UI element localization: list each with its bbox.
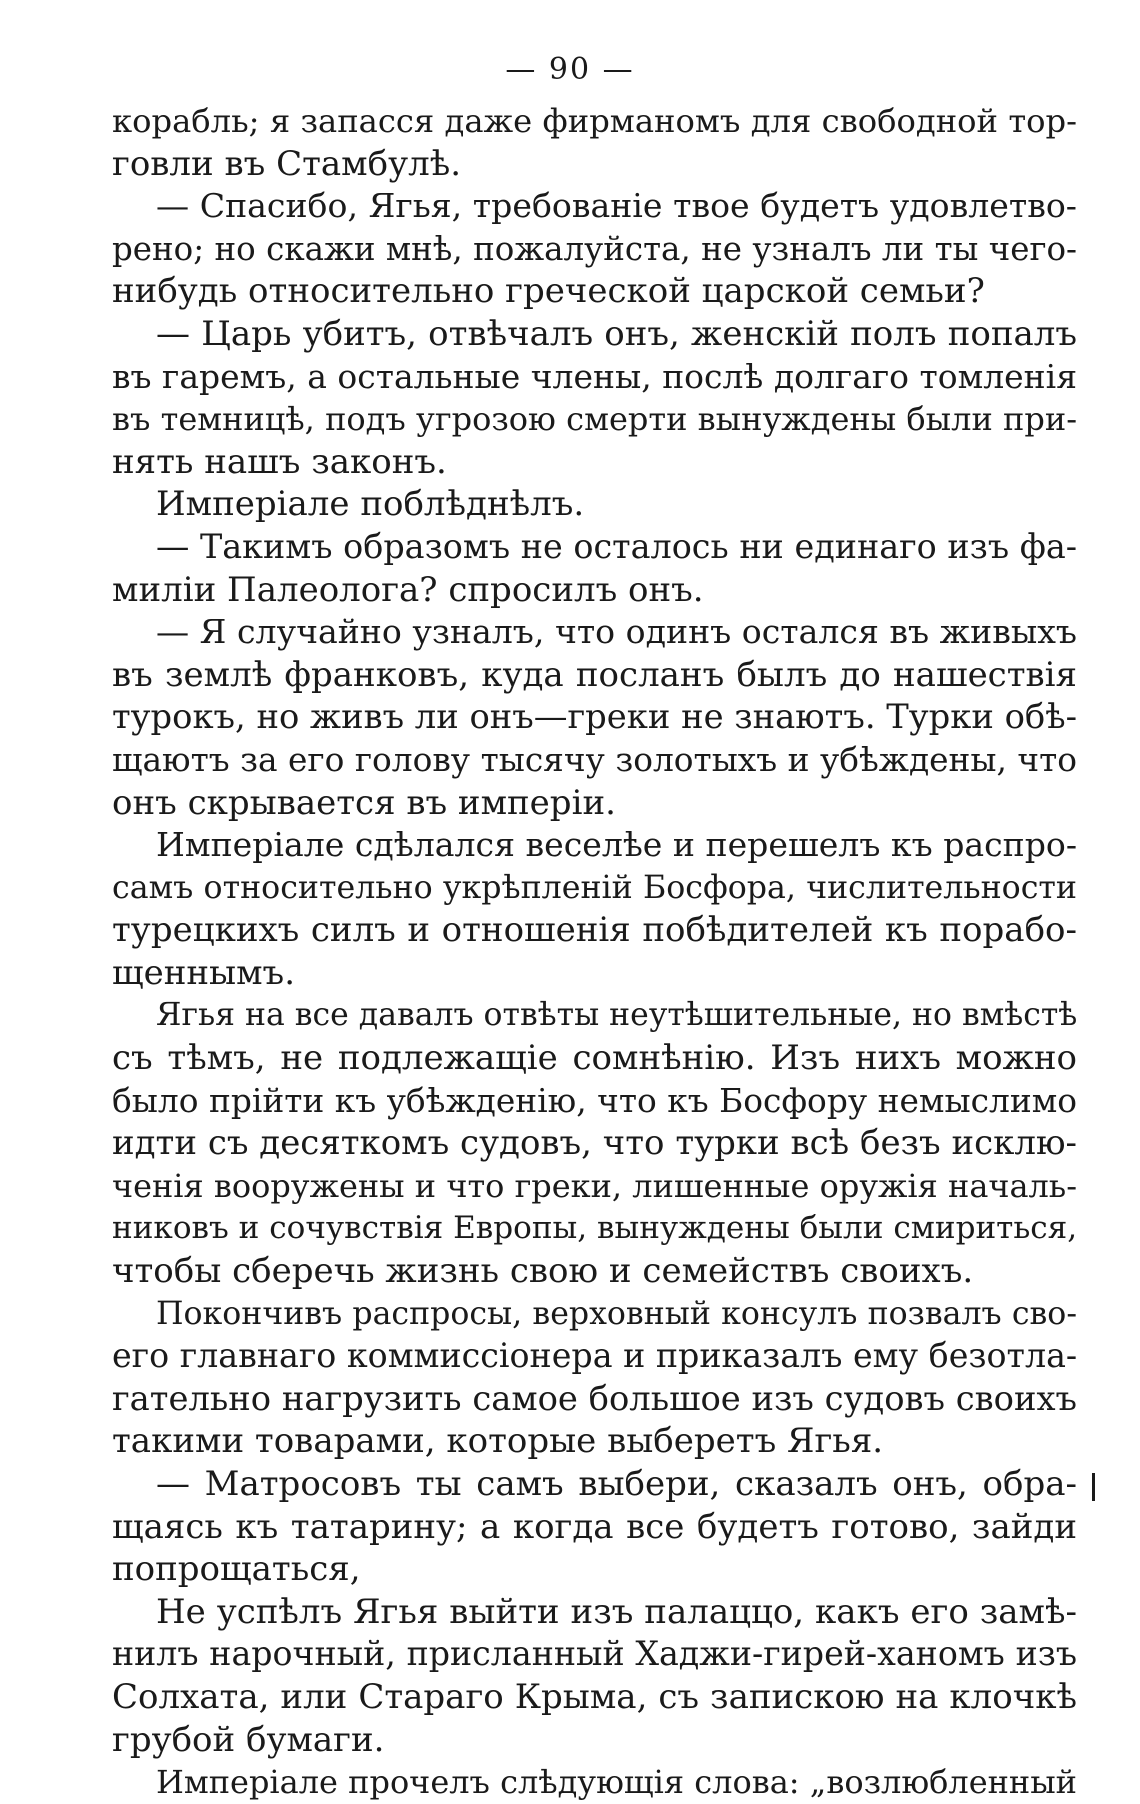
text-line: миліи Палеолога? спросилъ онъ. — [112, 569, 704, 610]
text-line: было прійти къ убѣжденію, что къ Босфору немыслимо — [112, 1081, 1077, 1120]
text-line: въ темницѣ, подъ угрозою смерти вынуждены были при- — [112, 400, 1077, 439]
text-line: чтобы сберечь жизнь свою и семействъ своихъ. — [112, 1251, 974, 1292]
text-line: нилъ нарочный, присланный Хаджи-гирей-ханомъ изъ — [112, 1634, 1077, 1674]
text-line: — Я случайно узналъ, что одинъ остался въ живыхъ — [156, 612, 1077, 652]
text-line: щаясь къ татарину; а когда все будетъ готово, зайди — [112, 1506, 1077, 1547]
text-line: турокъ, но живъ ли онъ—греки не знаютъ. Турки обѣ- — [112, 697, 1077, 737]
text-line: въ землѣ франковъ, куда посланъ былъ до нашествія — [112, 654, 1077, 695]
page-number: — 90 — — [505, 52, 635, 87]
text-line: Солхата, или Стараго Крыма, съ запискою на клочкѣ — [112, 1676, 1077, 1717]
text-line: его главнаго коммиссіонера и приказалъ ему безотла- — [112, 1336, 1078, 1376]
text-line: Имперіале поблѣднѣлъ. — [156, 484, 585, 525]
text-line: никовъ и сочувствія Европы, вынуждены были смириться, — [112, 1210, 1078, 1247]
text-line: самъ относительно укрѣпленій Босфора, числительности — [112, 869, 1077, 906]
body-text — [112, 100, 1077, 1804]
text-line: ченія вооружены и что греки, лишенные оружія началь- — [112, 1166, 1077, 1205]
text-line: говли въ Стамбулѣ. — [112, 143, 461, 184]
text-line: Покончивъ распросы, верховный консулъ позвалъ сво- — [156, 1295, 1077, 1332]
text-line: рено; но скажи мнѣ, пожалуйста, не узналъ ли ты чего- — [112, 229, 1077, 268]
text-line: щаютъ за его голову тысячу золотыхъ и убѣждены, что — [112, 740, 1077, 779]
text-line: щеннымъ. — [112, 952, 295, 993]
text-line: корабль; я запасся даже фирманомъ для свободной тор- — [112, 102, 1077, 140]
text-line: Ягья на все давалъ отвѣты неутѣшительные, но вмѣстѣ — [156, 997, 1078, 1034]
text-line: идти съ десяткомъ судовъ, что турки всѣ безъ исклю- — [112, 1123, 1077, 1164]
text-line: въ гаремъ, а остальные члены, послѣ долгаго томленія — [112, 356, 1077, 396]
text-line: Имперіале прочелъ слѣдующія слова: „возлюбленный — [156, 1763, 1077, 1802]
text-line: попрощаться, — [112, 1549, 361, 1590]
text-line: Не успѣлъ Ягья выйти изъ палаццо, какъ его замѣ- — [156, 1591, 1077, 1632]
text-line: съ тѣмъ, не подлежащіе сомнѣнію. Изъ нихъ можно — [112, 1038, 1077, 1079]
text-line: грубой бумаги. — [112, 1719, 385, 1760]
margin-mark — [1092, 1473, 1095, 1501]
text-line: турецкихъ силъ и отношенія побѣдителей къ порабо- — [112, 910, 1077, 951]
text-line: — Спасибо, Ягья, требованіе твое будетъ удовлетво- — [156, 186, 1077, 226]
text-line: — Такимъ образомъ не осталось ни единаго изъ фа- — [156, 526, 1077, 566]
text-line: — Царь убитъ, отвѣчалъ онъ, женскій полъ попалъ — [156, 313, 1077, 354]
text-line: нять нашъ законъ. — [112, 441, 447, 482]
text-line: такими товарами, которые выберетъ Ягья. — [112, 1421, 884, 1462]
text-line: гательно нагрузить самое большое изъ судовъ своихъ — [112, 1378, 1077, 1418]
text-line: нибудь относительно греческой царской семьи? — [112, 271, 985, 312]
text-line: Имперіале сдѣлался веселѣе и перешелъ къ распро- — [156, 825, 1077, 865]
text-line: — Матросовъ ты самъ выбери, сказалъ онъ, обра- — [156, 1464, 1077, 1504]
text-line: онъ скрывается въ имперіи. — [112, 782, 616, 823]
